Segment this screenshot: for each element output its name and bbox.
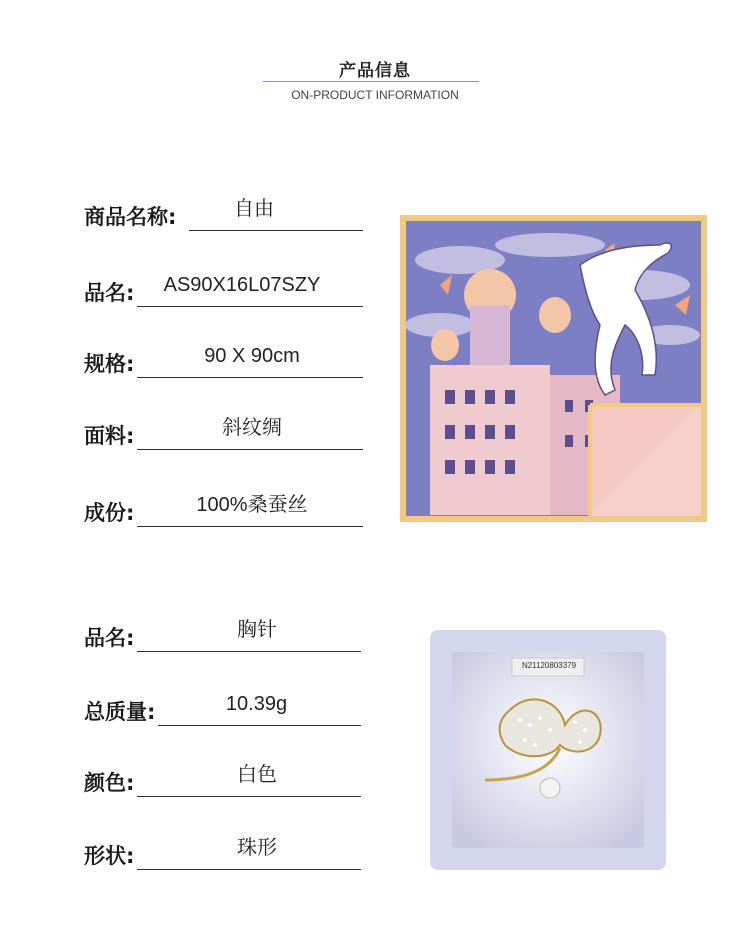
brooch-image bbox=[430, 630, 666, 870]
spec-value: 自由 bbox=[234, 198, 274, 220]
underline bbox=[189, 230, 363, 231]
spec-row-shape bbox=[84, 830, 362, 870]
scarf-image bbox=[400, 215, 707, 522]
spec-row-composition bbox=[84, 487, 364, 527]
underline bbox=[137, 306, 363, 307]
spec-value: AS90X16L07SZY bbox=[163, 274, 321, 296]
section-subtitle: ON-PRODUCT INFORMATION bbox=[291, 88, 459, 102]
spec-label: 品名: bbox=[84, 626, 135, 650]
spec-value: 90 X 90cm bbox=[204, 345, 300, 367]
silk-scarf-illustration-icon bbox=[400, 215, 707, 522]
spec-label: 总质量: bbox=[84, 700, 156, 724]
spec-value: 斜纹绸 bbox=[222, 417, 282, 439]
spec-label: 商品名称: bbox=[84, 205, 177, 229]
spec-value: 胸针 bbox=[237, 619, 277, 641]
underline bbox=[137, 449, 363, 450]
spec-row-name bbox=[84, 612, 362, 652]
underline bbox=[137, 796, 361, 797]
spec-value: 珠形 bbox=[237, 837, 277, 859]
underline bbox=[137, 377, 363, 378]
underline bbox=[137, 526, 363, 527]
spec-value: 白色 bbox=[237, 764, 277, 786]
spec-value: 100%桑蚕丝 bbox=[196, 494, 308, 516]
underline bbox=[137, 651, 361, 652]
spec-row-model bbox=[84, 267, 364, 307]
section-title: 产品信息 bbox=[339, 61, 411, 81]
spec-label: 规格: bbox=[84, 352, 135, 376]
underline bbox=[137, 869, 361, 870]
spec-value: 10.39g bbox=[225, 693, 288, 715]
spec-row-name bbox=[84, 191, 364, 231]
spec-label: 颜色: bbox=[84, 771, 135, 795]
spec-label: 形状: bbox=[84, 844, 135, 868]
spec-row-fabric bbox=[84, 410, 364, 450]
spec-row-size bbox=[84, 338, 364, 378]
spec-label: 面料: bbox=[84, 424, 135, 448]
product-tag-code: N21120803379 bbox=[521, 661, 577, 670]
title-divider bbox=[263, 81, 479, 82]
spec-row-color bbox=[84, 757, 362, 797]
spec-label: 成份: bbox=[84, 501, 135, 525]
spec-label: 品名: bbox=[84, 281, 135, 305]
underline bbox=[158, 725, 361, 726]
spec-row-weight bbox=[84, 686, 362, 726]
